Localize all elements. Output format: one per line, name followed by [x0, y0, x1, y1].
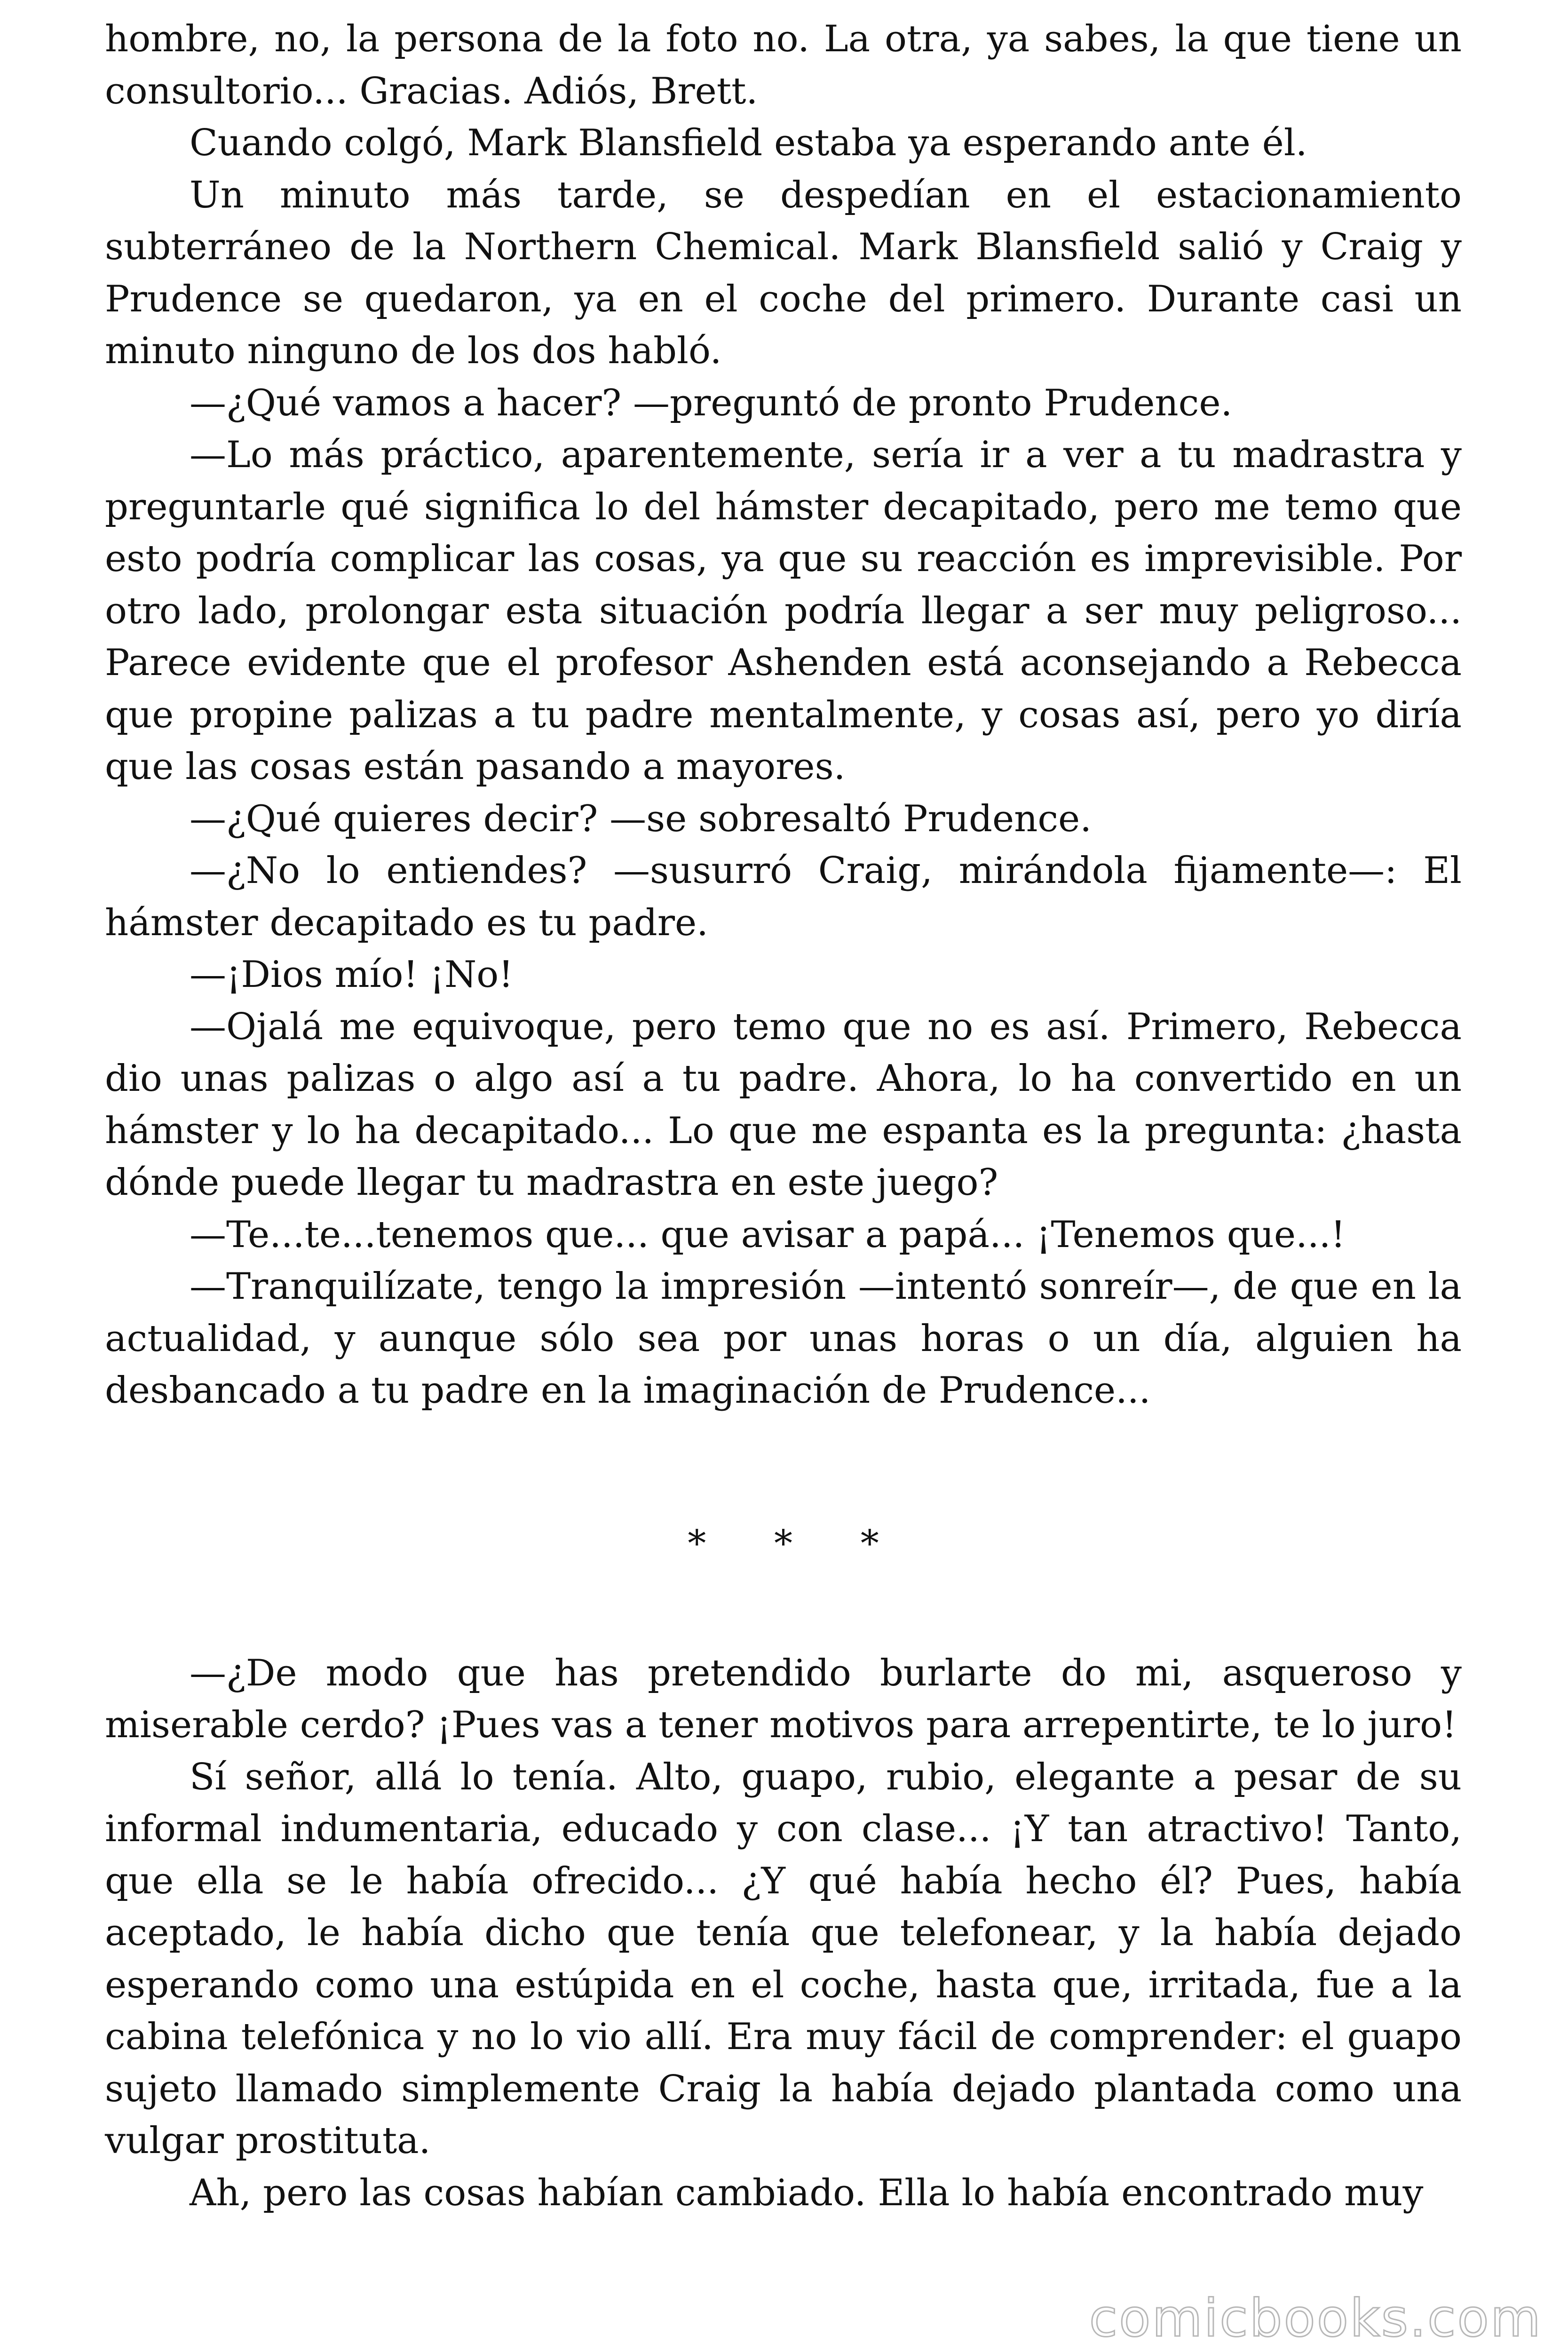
paragraph: Un minuto más tarde, se despedían en el estacionamiento subterráneo de la Northern Chemical. Mark Blansfield salió y Craig y Prudence se quedaron, ya en el coche del primero. Durante casi un minuto ninguno de los dos habló.	[105, 174, 1462, 372]
dialogue-paragraph: —Te...te...tenemos que... que avisar a papá... ¡Tenemos que...!	[190, 1213, 1346, 1256]
paragraph: Ah, pero las cosas habían cambiado. Ella lo había encontrado muy	[190, 2171, 1424, 2214]
dialogue-paragraph: —¡Dios mío! ¡No!	[190, 954, 514, 996]
section-spacer	[105, 1417, 1462, 1525]
dialogue-paragraph: —¿No lo entiendes? —susurró Craig, mirándola fijamente—: El hámster decapitado es tu padre.	[105, 850, 1462, 944]
book-page	[105, 13, 1462, 2219]
dialogue-paragraph: —Lo más práctico, aparentemente, sería ir a ver a tu madrastra y preguntarle qué significa lo del hámster decapitado, pero me temo que esto podría complicar las cosas, ya que su reacción es imprevisible. Por otro lado, prolongar esta situación podría llegar a ser muy peligroso... Parece evidente que el profesor Ashenden está aconsejando a Rebecca que propine palizas a tu padre mentalmente, y cosas así, pero yo diría que las cosas están pasando a mayores.	[105, 434, 1462, 788]
dialogue-paragraph: —¿Qué quieres decir? —se sobresaltó Prudence.	[190, 797, 1092, 840]
dialogue-paragraph: —Tranquilízate, tengo la impresión —intentó sonreír—, de que en la actualidad, y aunque sólo sea por unas horas o un día, alguien ha desbancado a tu padre en la imaginación de Prudence...	[105, 1265, 1462, 1412]
dialogue-paragraph: —Ojalá me equivoque, pero temo que no es así. Primero, Rebecca dio unas palizas o algo así a tu padre. Ahora, lo ha convertido en un hámster y lo ha decapitado... Lo que me espanta es la pregunta: ¿hasta dónde puede llegar tu madrastra en este juego?	[105, 1005, 1462, 1204]
paragraph: Sí señor, allá lo tenía. Alto, guapo, rubio, elegante a pesar de su informal indumentaria, educado y con clase... ¡Y tan atractivo! Tanto, que ella se le había ofrecido... ¿Y qué había hecho él? Pues, había aceptado, le había dicho que tenía que telefonear, y la había dejado esperando como una estúpida en el coche, hasta que, irritada, fue a la cabina telefónica y no lo vio allí. Era muy fácil de comprender: el guapo sujeto llamado simplemente Craig la había dejado plantada como una vulgar prostituta.	[105, 1756, 1462, 2162]
dialogue-paragraph: —¿Qué vamos a hacer? —preguntó de pronto Prudence.	[190, 381, 1233, 424]
paragraph: hombre, no, la persona de la foto no. La otra, ya sabes, la que tiene un consultorio... Gracias. Adiós, Brett.	[105, 18, 1462, 112]
watermark-logo: comicbooks.com	[1089, 2288, 1542, 2348]
dialogue-paragraph: —¿De modo que has pretendido burlarte do mi, asqueroso y miserable cerdo? ¡Pues vas a tener motivos para arrepentirte, te lo juro!	[105, 1652, 1462, 1746]
paragraph: Cuando colgó, Mark Blansfield estaba ya esperando ante él.	[190, 122, 1307, 164]
section-separator: * * *	[688, 1522, 907, 1565]
